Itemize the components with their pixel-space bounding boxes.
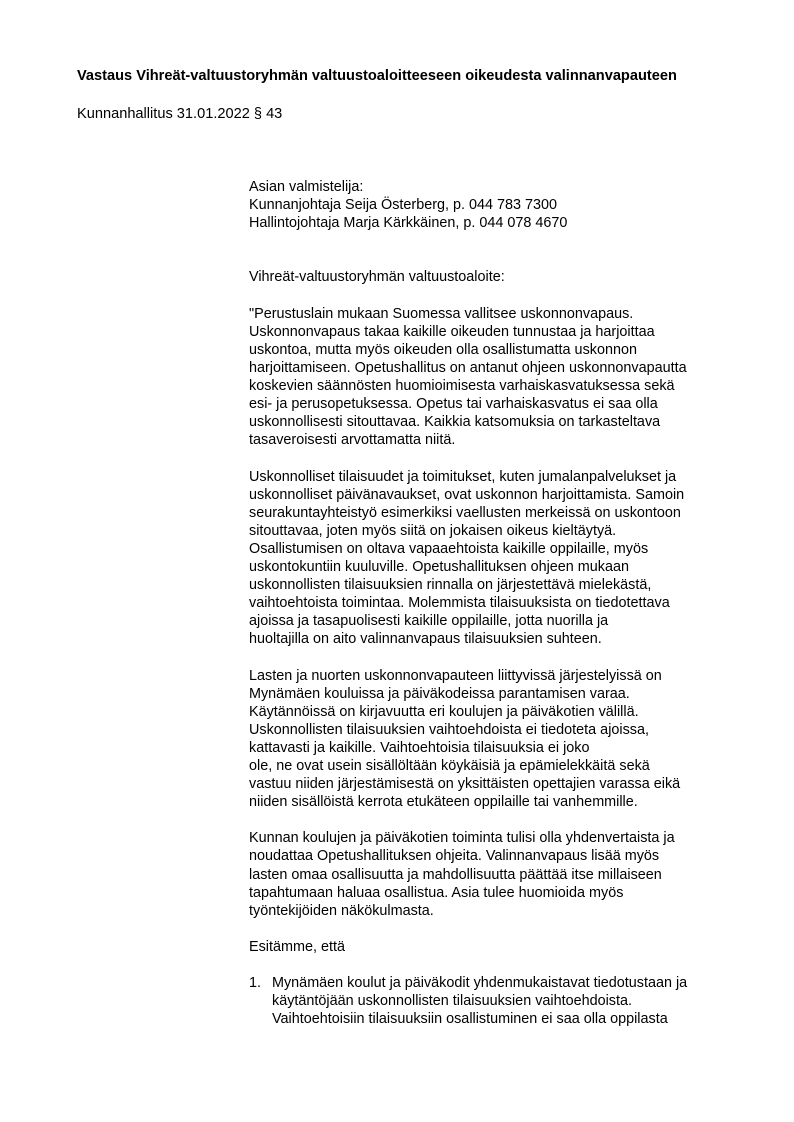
paragraph-line: vaihtoehtoista toimintaa. Molemmista tilaisuuksista on tiedotettava [249, 595, 670, 612]
preparers-block [249, 178, 749, 232]
paragraph-line: Uskonnonvapaus takaa kaikille oikeuden tunnustaa ja harjoittaa [249, 323, 655, 340]
paragraph-line: Käytännöissä on kirjavuutta eri koulujen ja päiväkotien välillä. [249, 703, 639, 720]
paragraph-line: Uskonnolliset tilaisuudet ja toimitukset, kuten jumalanpalvelukset ja [249, 468, 677, 485]
paragraph-line: Lasten ja nuorten uskonnonvapauteen liittyvissä järjestelyissä on [249, 667, 662, 684]
paragraph-line: uskonnolliset päivänavaukset, ovat uskonnon harjoittamista. Samoin [249, 486, 685, 503]
paragraph-line: tasaveroisesti arvottamatta niitä. [249, 432, 456, 449]
paragraph-line: niiden sisällöistä kerrota etukäteen oppilaille tai vanhemmille. [249, 794, 638, 811]
paragraph-line: esi- ja perusopetuksessa. Opetus tai varhaiskasvatus ei saa olla [249, 396, 658, 413]
preparers-heading: Asian valmistelija: [249, 179, 364, 195]
proposal-item [249, 974, 749, 1028]
paragraph-line: ole, ne ovat usein sisällöltään köykäisiä ja epämielekkäitä sekä [249, 758, 650, 774]
paragraph-line: uskonnollisesti sitouttavaa. Kaikkia katsomuksia on tarkasteltava [249, 414, 661, 431]
paragraph-line: seurakuntayhteistyö esimerkiksi vaellusten merkeissä on uskontoon [249, 504, 681, 521]
proposal-list [249, 974, 749, 1028]
proposal-line: Vaihtoehtoisiin tilaisuuksiin osallistuminen ei saa olla oppilasta [272, 1011, 668, 1028]
preparer-line: Kunnanjohtaja Seija Österberg, p. 044 783 7300 [249, 197, 558, 214]
paragraph [249, 468, 749, 649]
paragraph-line: noudattaa Opetushallituksen ohjeita. Valinnanvapaus lisää myös [249, 848, 660, 865]
paragraph-line: Uskonnollisten tilaisuuksien vaihtoehdoista ei tiedoteta ajoissa, [249, 721, 649, 738]
paragraph [249, 305, 749, 450]
paragraph-line: tapahtumaan haluaa osallistua. Asia tulee huomioida myös [249, 884, 624, 901]
initiative-paragraphs [249, 305, 749, 938]
paragraph-line: sitouttavaa, joten myös siitä on jokaisen oikeus kieltäytyä. [249, 522, 617, 539]
paragraph-line: työntekijöiden näkökulmasta. [249, 902, 434, 919]
paragraph-line: Osallistumisen on oltava vapaaehtoista kaikille oppilaille, myös [249, 540, 649, 557]
paragraph-line: Mynämäen kouluissa ja päiväkodeissa parantamisen varaa. [249, 685, 630, 702]
paragraph-line: vastuu niiden järjestämisestä on yksittäisten opettajien varassa eikä [249, 776, 681, 793]
paragraph [249, 667, 749, 812]
document-title: Vastaus Vihreät-valtuustoryhmän valtuustoaloitteeseen oikeudesta valinnanvapauteen [77, 68, 677, 84]
paragraph-line: huoltajilla on aito valinnanvapaus tilaisuuksien suhteen. [249, 631, 602, 648]
paragraph [249, 829, 749, 919]
paragraph-line: kattavasti ja kaikille. Vaihtoehtoisia tilaisuuksia ei joko [249, 739, 590, 756]
preparer-line: Hallintojohtaja Marja Kärkkäinen, p. 044 078 4670 [249, 215, 568, 232]
paragraph-line: uskontoa, mutta myös oikeuden olla osallistumatta uskonnon [249, 341, 637, 358]
paragraph-line: uskonnollisten tilaisuuksien rinnalla on järjestettävä mielekästä, [249, 577, 652, 594]
proposal-line: käytäntöjään uskonnollisten tilaisuuksien vaihtoehdoista. [272, 993, 632, 1010]
paragraph-line: harjoittamiseen. Opetushallitus on antanut ohjeen uskonnonvapautta [249, 359, 687, 376]
proposal-number: 1. [249, 975, 262, 992]
paragraph-line: Kunnan koulujen ja päiväkotien toiminta tulisi olla yhdenvertaista ja [249, 830, 675, 847]
meeting-reference: Kunnanhallitus 31.01.2022 § 43 [77, 106, 283, 122]
proposal-line: Mynämäen koulut ja päiväkodit yhdenmukaistavat tiedotustaan ja [272, 975, 688, 992]
paragraph-line: lasten omaa osallisuutta ja mahdollisuutta päättää itse millaiseen [249, 866, 662, 883]
paragraph-line: "Perustuslain mukaan Suomessa vallitsee uskonnonvapaus. [249, 305, 634, 322]
proposal-heading: Esitämme, että [249, 938, 345, 955]
document-body [249, 178, 749, 1028]
initiative-heading: Vihreät-valtuustoryhmän valtuustoaloite: [249, 269, 505, 286]
paragraph-line: koskevien säännösten huomioimisesta varhaiskasvatuksessa sekä [249, 378, 675, 395]
paragraph-line: ajoissa ja tasapuolisesti kaikille oppilaille, jotta nuorilla ja [249, 613, 609, 630]
paragraph-line: uskontokuntiin kuuluville. Opetushallituksen ohjeen mukaan [249, 558, 629, 575]
